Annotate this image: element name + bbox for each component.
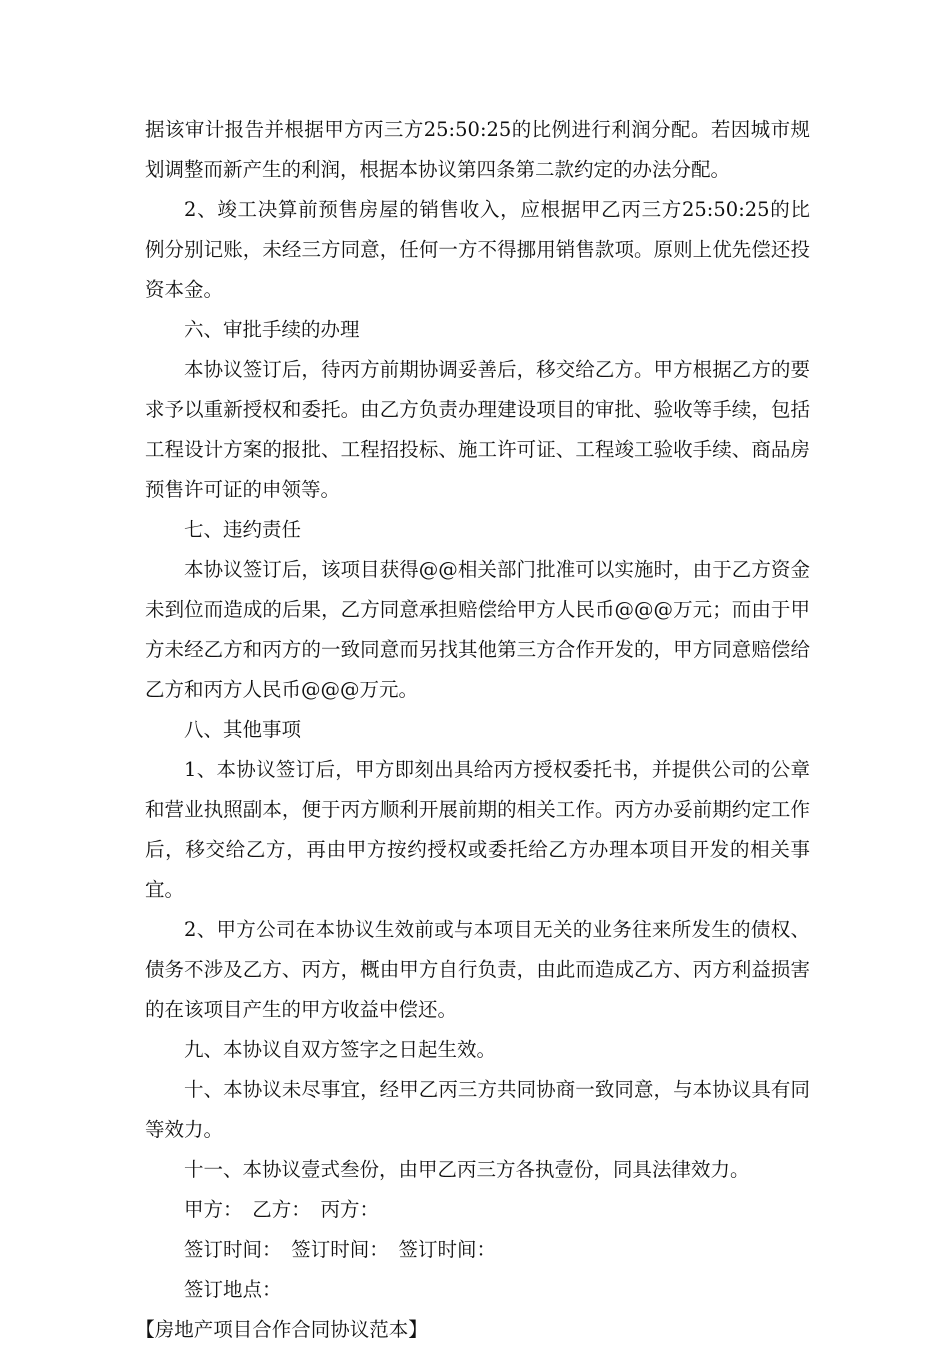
clause-copies: 十一、本协议壹式叁份，由甲乙丙三方各执壹份，同具法律效力。 bbox=[184, 1158, 750, 1181]
clause-unsettled-matters: 十、本协议未尽事宜，经甲乙丙三方共同协商一致同意，与本协议具有同等效力。 bbox=[145, 1078, 810, 1141]
paragraph-presale-revenue: 2、竣工决算前预售房屋的销售收入，应根据甲乙丙三方25:50:25的比例分别记账，未经三方同意，任何一方不得挪用销售款项。原则上优先偿还投资本金。 bbox=[145, 198, 810, 301]
document-closing-title: 【房地产项目合作合同协议范本】 bbox=[135, 1318, 428, 1341]
paragraph-profit-distribution: 据该审计报告并根据甲方丙三方25:50:25的比例进行利润分配。若因城市规划调整而新产生的利润，根据本协议第四条第二款约定的办法分配。 bbox=[145, 118, 810, 181]
paragraph-approval-procedures: 本协议签订后，待丙方前期协调妥善后，移交给乙方。甲方根据乙方的要求予以重新授权和委托。由乙方负责办理建设项目的审批、验收等手续，包括工程设计方案的报批、工程招投标、施工许可证、工程竣工验收手续、商品房预售许可证的申领等。 bbox=[145, 358, 810, 501]
signature-dates: 签订时间： 签订时间： 签订时间： bbox=[184, 1238, 497, 1261]
paragraph-authorization: 1、本协议签订后，甲方即刻出具给丙方授权委托书，并提供公司的公章和营业执照副本，便于丙方顺利开展前期的相关工作。丙方办妥前期约定工作后，移交给乙方，再由甲方按约授权或委托给乙方办理本项目开发的相关事宜。 bbox=[145, 758, 810, 901]
signature-parties: 甲方： 乙方： 丙方： bbox=[184, 1198, 380, 1221]
document-body bbox=[135, 110, 810, 1350]
signature-location: 签订地点： bbox=[184, 1278, 282, 1301]
section-heading-approval: 六、审批手续的办理 bbox=[184, 318, 360, 341]
section-heading-other-matters: 八、其他事项 bbox=[184, 718, 302, 741]
clause-effective-date: 九、本协议自双方签字之日起生效。 bbox=[184, 1038, 497, 1061]
paragraph-prior-debts: 2、甲方公司在本协议生效前或与本项目无关的业务往来所发生的债权、债务不涉及乙方、丙方，概由甲方自行负责，由此而造成乙方、丙方利益损害的在该项目产生的甲方收益中偿还。 bbox=[145, 918, 810, 1021]
section-heading-liability: 七、违约责任 bbox=[184, 518, 302, 541]
paragraph-breach-liability: 本协议签订后，该项目获得@@相关部门批准可以实施时，由于乙方资金未到位而造成的后果，乙方同意承担赔偿给甲方人民币@@@万元；而由于甲方未经乙方和丙方的一致同意而另找其他第三方合作开发的，甲方同意赔偿给乙方和丙方人民币@@@万元。 bbox=[145, 558, 810, 701]
